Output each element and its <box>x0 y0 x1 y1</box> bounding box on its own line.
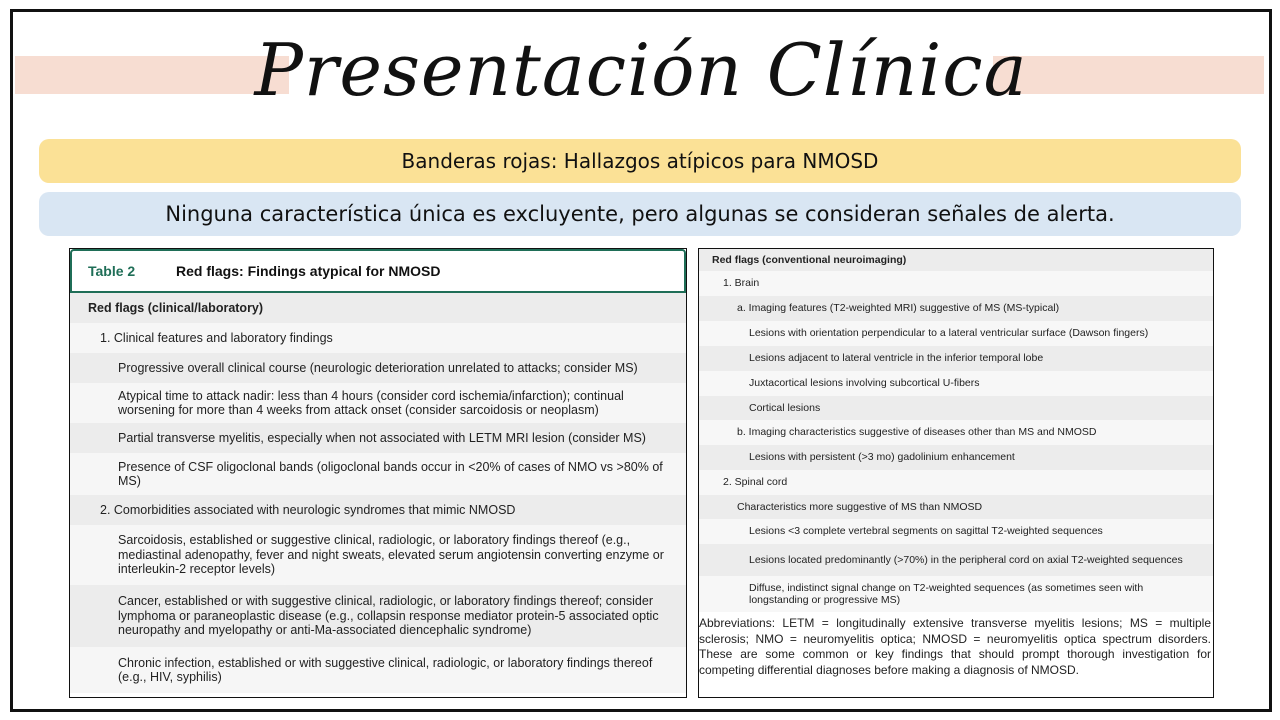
table-clinical-red-flags <box>69 248 687 698</box>
table-row <box>699 544 1213 576</box>
table-row-text: Lesions located predominantly (>70%) in the peripheral cord on axial T2-weighted sequences <box>749 553 1183 566</box>
table-row-text: 1. Clinical features and laboratory findings <box>100 330 333 345</box>
table-row <box>70 423 686 453</box>
table-row <box>70 647 686 693</box>
table-body <box>699 249 1213 612</box>
table-row <box>699 470 1213 495</box>
table-header <box>70 249 686 293</box>
table-row-text: Red flags (conventional neuroimaging) <box>712 253 907 266</box>
table-row-text: Juxtacortical lesions involving subcortical U-fibers <box>749 377 980 390</box>
table-row-text: Lesions <3 complete vertebral segments on sagittal T2-weighted sequences <box>749 525 1103 538</box>
table-row-text: Red flags (clinical/laboratory) <box>88 300 264 315</box>
table-neuroimaging-red-flags <box>698 248 1214 698</box>
table-row-text: Chronic infection, established or with suggestive clinical, radiologic, or laboratory findings thereof (e.g., HIV, syphilis) <box>118 655 653 684</box>
table-row-text: b. Imaging characteristics suggestive of diseases other than MS and NMOSD <box>737 426 1097 439</box>
table-row <box>699 420 1213 445</box>
table-row <box>70 453 686 495</box>
table-row <box>699 495 1213 519</box>
table-row <box>699 396 1213 420</box>
table-row <box>699 321 1213 346</box>
abbreviations-note: Abbreviations: LETM = longitudinally extensive transverse myelitis lesions; MS = multiple sclerosis; NMO = neuromyelitis optica; NMOSD = neuromyelitis optica spectrum disorders. These are some common or key findings that should prompt thorough investigation for competing differential diagnoses before making a diagnosis of NMOSD. <box>699 616 1211 677</box>
table-row-text: Cancer, established or with suggestive clinical, radiologic, or laboratory findings thereof; consider lymphoma or paraneoplastic disease (e.g., collapsin response mediator protein-5 associated optic neuropathy and myelopathy or anti-Ma-associated diencephalic syndrome) <box>118 594 659 638</box>
table-row <box>70 495 686 525</box>
table-row-text: Progressive overall clinical course (neurologic deterioration unrelated to attacks; consider MS) <box>118 360 638 375</box>
table-row <box>70 353 686 383</box>
table-section-header <box>70 293 686 323</box>
table-row-text: Lesions with orientation perpendicular to a lateral ventricular surface (Dawson fingers) <box>749 327 1149 340</box>
table-number: Table 2 <box>88 263 136 279</box>
table-row <box>699 371 1213 396</box>
table-row-text: Partial transverse myelitis, especially when not associated with LETM MRI lesion (consider MS) <box>118 430 646 445</box>
table-section-header <box>699 249 1213 271</box>
table-row-text: Characteristics more suggestive of MS than NMOSD <box>737 500 983 513</box>
table-row <box>70 585 686 647</box>
table-row <box>699 445 1213 470</box>
note-banner: Ninguna característica única es excluyente, pero algunas se consideran señales de alerta. <box>39 192 1241 236</box>
red-flags-banner: Banderas rojas: Hallazgos atípicos para NMOSD <box>39 139 1241 183</box>
slide-frame <box>10 9 1272 712</box>
table-row-text: Presence of CSF oligoclonal bands (oligoclonal bands occur in <20% of cases of NMO vs >80% of MS) <box>118 459 663 488</box>
table-row <box>70 323 686 353</box>
table-row-text: Diffuse, indistinct signal change on T2-weighted sequences (as sometimes seen with longstanding or progressive MS) <box>749 581 1144 606</box>
table-row-text: 2. Comorbidities associated with neurologic syndromes that mimic NMOSD <box>100 502 516 517</box>
table-body <box>70 293 686 693</box>
table-title: Red flags: Findings atypical for NMOSD <box>176 263 441 279</box>
slide-title: Presentación Clínica <box>254 28 1028 112</box>
table-row-text: Atypical time to attack nadir: less than 4 hours (consider cord ischemia/infarction); continual worsening for more than 4 weeks from attack onset (consider sarcoidosis or neoplasm) <box>118 388 624 417</box>
table-row <box>699 296 1213 321</box>
table-row <box>70 383 686 423</box>
table-row-text: 1. Brain <box>723 277 760 290</box>
table-row-text: Cortical lesions <box>749 401 821 414</box>
table-row <box>699 576 1213 612</box>
table-row-text: Sarcoidosis, established or suggestive clinical, radiologic, or laboratory findings thereof (e.g., mediastinal adenopathy, fever and night sweats, elevated serum angiotensin converting enzyme or interleukin-2 receptor levels) <box>118 533 664 577</box>
table-row <box>699 271 1213 296</box>
table-row <box>70 525 686 585</box>
table-row-text: Lesions with persistent (>3 mo) gadolinium enhancement <box>749 451 1015 464</box>
table-row <box>699 346 1213 371</box>
table-row <box>699 519 1213 544</box>
table-row-text: 2. Spinal cord <box>723 476 788 489</box>
table-row-text: a. Imaging features (T2-weighted MRI) suggestive of MS (MS-typical) <box>737 302 1060 315</box>
table-row-text: Lesions adjacent to lateral ventricle in the inferior temporal lobe <box>749 352 1044 365</box>
